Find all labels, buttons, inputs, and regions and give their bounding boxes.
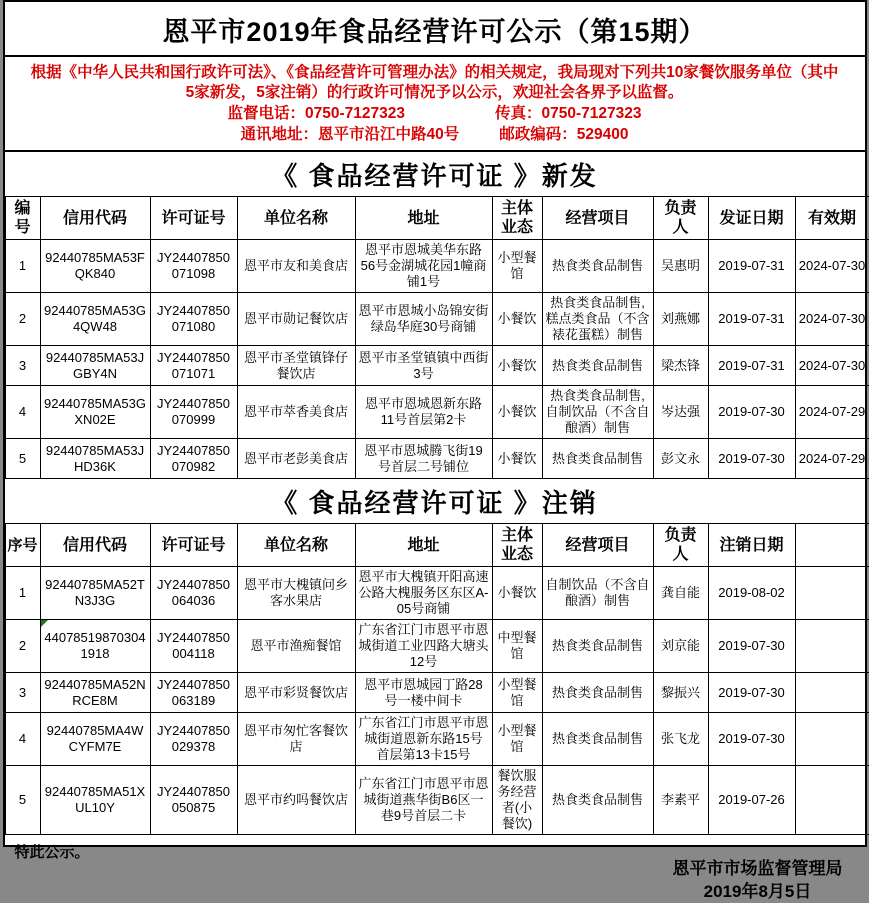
- cell-person: 彭文永: [653, 439, 708, 479]
- cell-name: 恩平市彩贤餐饮店: [237, 673, 355, 713]
- cell-date: 2019-07-30: [708, 713, 795, 766]
- col-header-license: 许可证号: [150, 197, 237, 240]
- fax-label: 传真：: [495, 105, 542, 122]
- fax-value: 0750-7127323: [542, 105, 642, 122]
- cell-scope: 热食类食品制售: [542, 673, 653, 713]
- agency-name: 恩平市市场监督管理局: [673, 857, 843, 880]
- table-row: [5, 567, 869, 620]
- col-header-type: 主体业态: [492, 524, 542, 567]
- cancelled-table-header: [5, 524, 869, 567]
- cell-address: 广东省江门市恩平市恩城街道燕华街B6区一巷9号首层二卡: [355, 766, 492, 835]
- cell-person: 刘燕娜: [653, 293, 708, 346]
- notice-paragraph: 根据《中华人民共和国行政许可法》、《食品经营许可管理办法》的相关规定，我局现对下列共10家餐饮服务单位（其中5家新发，5家注销）的行政许可情况予以公示，欢迎社会各界予以监督。: [30, 63, 840, 103]
- cell-date: 2019-07-30: [708, 673, 795, 713]
- cell-no: 3: [5, 346, 40, 386]
- cancelled-licenses-table: [5, 523, 869, 835]
- cell-credit: 92440785MA52TN3J3G: [40, 567, 150, 620]
- cell-credit: 92440785MA4WCYFM7E: [40, 713, 150, 766]
- cell-name: 恩平市友和美食店: [237, 240, 355, 293]
- cell-name: 恩平市约吗餐饮店: [237, 766, 355, 835]
- title-band: [5, 2, 865, 57]
- closing-statement: 特此公示。: [15, 841, 855, 862]
- cell-scope: 热食类食品制售: [542, 240, 653, 293]
- col-header-address: 地址: [355, 197, 492, 240]
- cell-no: 5: [5, 766, 40, 835]
- phone-value: 0750-7127323: [305, 105, 405, 122]
- col-header-person: 负责人: [653, 197, 708, 240]
- cell-person: 黎振兴: [653, 673, 708, 713]
- table-row: [5, 346, 869, 386]
- cell-date: 2019-08-02: [708, 567, 795, 620]
- cell-address: 恩平市恩城恩新东路11号首层第2卡: [355, 386, 492, 439]
- cell-address: 恩平市圣堂镇镇中西街3号: [355, 346, 492, 386]
- col-header-type: 主体业态: [492, 197, 542, 240]
- phone-label: 监督电话：: [227, 105, 305, 122]
- cell-no: 1: [5, 240, 40, 293]
- col-header-validity: 有效期: [795, 197, 869, 240]
- cell-person: 李素平: [653, 766, 708, 835]
- col-header-cancel-date: 注销日期: [708, 524, 795, 567]
- cell-person: 龚自能: [653, 567, 708, 620]
- cell-credit: 440785198703041918: [40, 620, 150, 673]
- cell-credit: 92440785MA53G4QW48: [40, 293, 150, 346]
- cell-date: 2019-07-30: [708, 620, 795, 673]
- cell-name: 恩平市萃香美食店: [237, 386, 355, 439]
- cell-extra: [795, 766, 869, 835]
- cell-scope: 自制饮品（不含自酿酒）制售: [542, 567, 653, 620]
- postcode-pair: [499, 125, 628, 145]
- cell-type: 中型餐馆: [492, 620, 542, 673]
- cell-validity: 2024-07-29: [795, 439, 869, 479]
- cell-date: 2019-07-31: [708, 346, 795, 386]
- cell-license: JY24407850029378: [150, 713, 237, 766]
- cell-scope: 热食类食品制售: [542, 620, 653, 673]
- issued-licenses-table: [5, 196, 869, 479]
- cell-address: 恩平市恩城小岛锦安街绿岛华庭30号商铺: [355, 293, 492, 346]
- cell-type: 小型餐馆: [492, 240, 542, 293]
- cell-name: 恩平市勋记餐饮店: [237, 293, 355, 346]
- cell-type: 小餐饮: [492, 346, 542, 386]
- issued-table-header: [5, 197, 869, 240]
- cell-validity: 2024-07-30: [795, 346, 869, 386]
- cell-scope: 热食类食品制售: [542, 766, 653, 835]
- cell-name: 恩平市大槐镇问乡客水果店: [237, 567, 355, 620]
- col-header-no: 编号: [5, 197, 40, 240]
- col-header-credit: 信用代码: [40, 524, 150, 567]
- fax-pair: [495, 104, 642, 124]
- page-title: 恩平市2019年食品经营许可公示（第15期）: [5, 10, 865, 49]
- table-row: [5, 240, 869, 293]
- cell-person: 梁杰锋: [653, 346, 708, 386]
- col-header-name: 单位名称: [237, 524, 355, 567]
- cell-person: 吴惠明: [653, 240, 708, 293]
- col-header-issue-date: 发证日期: [708, 197, 795, 240]
- cell-type: 小型餐馆: [492, 673, 542, 713]
- cell-date: 2019-07-30: [708, 386, 795, 439]
- cell-license: JY24407850070999: [150, 386, 237, 439]
- cell-type: 小餐饮: [492, 386, 542, 439]
- col-header-blank: [795, 524, 869, 567]
- cell-no: 5: [5, 439, 40, 479]
- cell-name: 恩平市匆忙客餐饮店: [237, 713, 355, 766]
- cell-person: 刘京能: [653, 620, 708, 673]
- cell-scope: 热食类食品制售: [542, 439, 653, 479]
- cell-credit: 92440785MA52NRCE8M: [40, 673, 150, 713]
- postcode-label: 邮政编码：: [499, 126, 577, 143]
- table-row: [5, 439, 869, 479]
- col-header-scope: 经营项目: [542, 524, 653, 567]
- cell-scope: 热食类食品制售,糕点类食品（不含裱花蛋糕）制售: [542, 293, 653, 346]
- col-header-address: 地址: [355, 524, 492, 567]
- cell-type: 小餐饮: [492, 567, 542, 620]
- cell-address: 恩平市恩城腾飞街19号首层二号铺位: [355, 439, 492, 479]
- cell-no: 2: [5, 293, 40, 346]
- issued-table-body: [5, 240, 869, 479]
- section-title-cancelled: 《 食品经营许可证 》注销: [5, 479, 865, 523]
- cell-date: 2019-07-26: [708, 766, 795, 835]
- table-row: [5, 713, 869, 766]
- cell-name: 恩平市渔痴餐馆: [237, 620, 355, 673]
- address-value: 恩平市沿江中路40号: [318, 126, 459, 143]
- cell-credit: 92440785MA51XUL10Y: [40, 766, 150, 835]
- cell-no: 1: [5, 567, 40, 620]
- cell-license: JY24407850063189: [150, 673, 237, 713]
- signature-block: [673, 857, 843, 903]
- cell-license: JY24407850004118: [150, 620, 237, 673]
- table-row: [5, 293, 869, 346]
- col-header-license: 许可证号: [150, 524, 237, 567]
- address-pair: [240, 125, 459, 145]
- cell-type: 餐饮服务经营者(小餐饮): [492, 766, 542, 835]
- cell-extra: [795, 673, 869, 713]
- footer: [5, 835, 865, 862]
- cell-validity: 2024-07-30: [795, 293, 869, 346]
- cell-scope: 热食类食品制售: [542, 346, 653, 386]
- cell-address: 恩平市恩城园丁路28号一楼中间卡: [355, 673, 492, 713]
- cell-type: 小型餐馆: [492, 713, 542, 766]
- cell-credit: 92440785MA53GXN02E: [40, 386, 150, 439]
- cell-date: 2019-07-31: [708, 293, 795, 346]
- cell-extra: [795, 713, 869, 766]
- cell-date: 2019-07-30: [708, 439, 795, 479]
- contact-line-2: [9, 125, 861, 145]
- cancelled-table-body: [5, 567, 869, 835]
- cell-person: 张飞龙: [653, 713, 708, 766]
- col-header-name: 单位名称: [237, 197, 355, 240]
- phone-pair: [227, 104, 405, 124]
- cell-no: 3: [5, 673, 40, 713]
- cell-credit: 92440785MA53JGBY4N: [40, 346, 150, 386]
- section-title-issued: 《 食品经营许可证 》新发: [5, 152, 865, 196]
- postcode-value: 529400: [577, 126, 629, 143]
- cell-name: 恩平市老彭美食店: [237, 439, 355, 479]
- cell-no: 4: [5, 386, 40, 439]
- col-header-credit: 信用代码: [40, 197, 150, 240]
- cell-address: 广东省江门市恩平市恩城街道工业四路大塘头12号: [355, 620, 492, 673]
- cell-date: 2019-07-31: [708, 240, 795, 293]
- cell-license: JY24407850050875: [150, 766, 237, 835]
- cell-credit: 92440785MA53JHD36K: [40, 439, 150, 479]
- cell-scope: 热食类食品制售: [542, 713, 653, 766]
- col-header-person: 负责人: [653, 524, 708, 567]
- cell-no: 4: [5, 713, 40, 766]
- notice-band: [5, 57, 865, 152]
- table-row: [5, 386, 869, 439]
- cell-person: 岑达强: [653, 386, 708, 439]
- cell-license: JY24407850071098: [150, 240, 237, 293]
- publish-date: 2019年8月5日: [673, 880, 843, 903]
- col-header-scope: 经营项目: [542, 197, 653, 240]
- cell-credit: 92440785MA53FQK840: [40, 240, 150, 293]
- cell-extra: [795, 620, 869, 673]
- header-row: [5, 197, 869, 240]
- document-page: [3, 0, 867, 847]
- address-label: 通讯地址：: [240, 126, 318, 143]
- cell-validity: 2024-07-29: [795, 386, 869, 439]
- cell-license: JY24407850064036: [150, 567, 237, 620]
- table-row: [5, 620, 869, 673]
- cell-type: 小餐饮: [492, 439, 542, 479]
- contact-line-1: [9, 104, 861, 124]
- cell-address: 恩平市恩城美华东路56号金湖城花园1幢商铺1号: [355, 240, 492, 293]
- cell-address: 广东省江门市恩平市恩城街道恩新东路15号首层第13卡15号: [355, 713, 492, 766]
- cell-type: 小餐饮: [492, 293, 542, 346]
- cell-license: JY24407850070982: [150, 439, 237, 479]
- cell-extra: [795, 567, 869, 620]
- cell-no: 2: [5, 620, 40, 673]
- cell-scope: 热食类食品制售,自制饮品（不含自酿酒）制售: [542, 386, 653, 439]
- cell-name: 恩平市圣堂镇锋仔餐饮店: [237, 346, 355, 386]
- table-row: [5, 673, 869, 713]
- cell-license: JY24407850071080: [150, 293, 237, 346]
- table-row: [5, 766, 869, 835]
- header-row: [5, 524, 869, 567]
- col-header-no: 序号: [5, 524, 40, 567]
- cell-validity: 2024-07-30: [795, 240, 869, 293]
- cell-license: JY24407850071071: [150, 346, 237, 386]
- cell-address: 恩平市大槐镇开阳高速公路大槐服务区东区A-05号商铺: [355, 567, 492, 620]
